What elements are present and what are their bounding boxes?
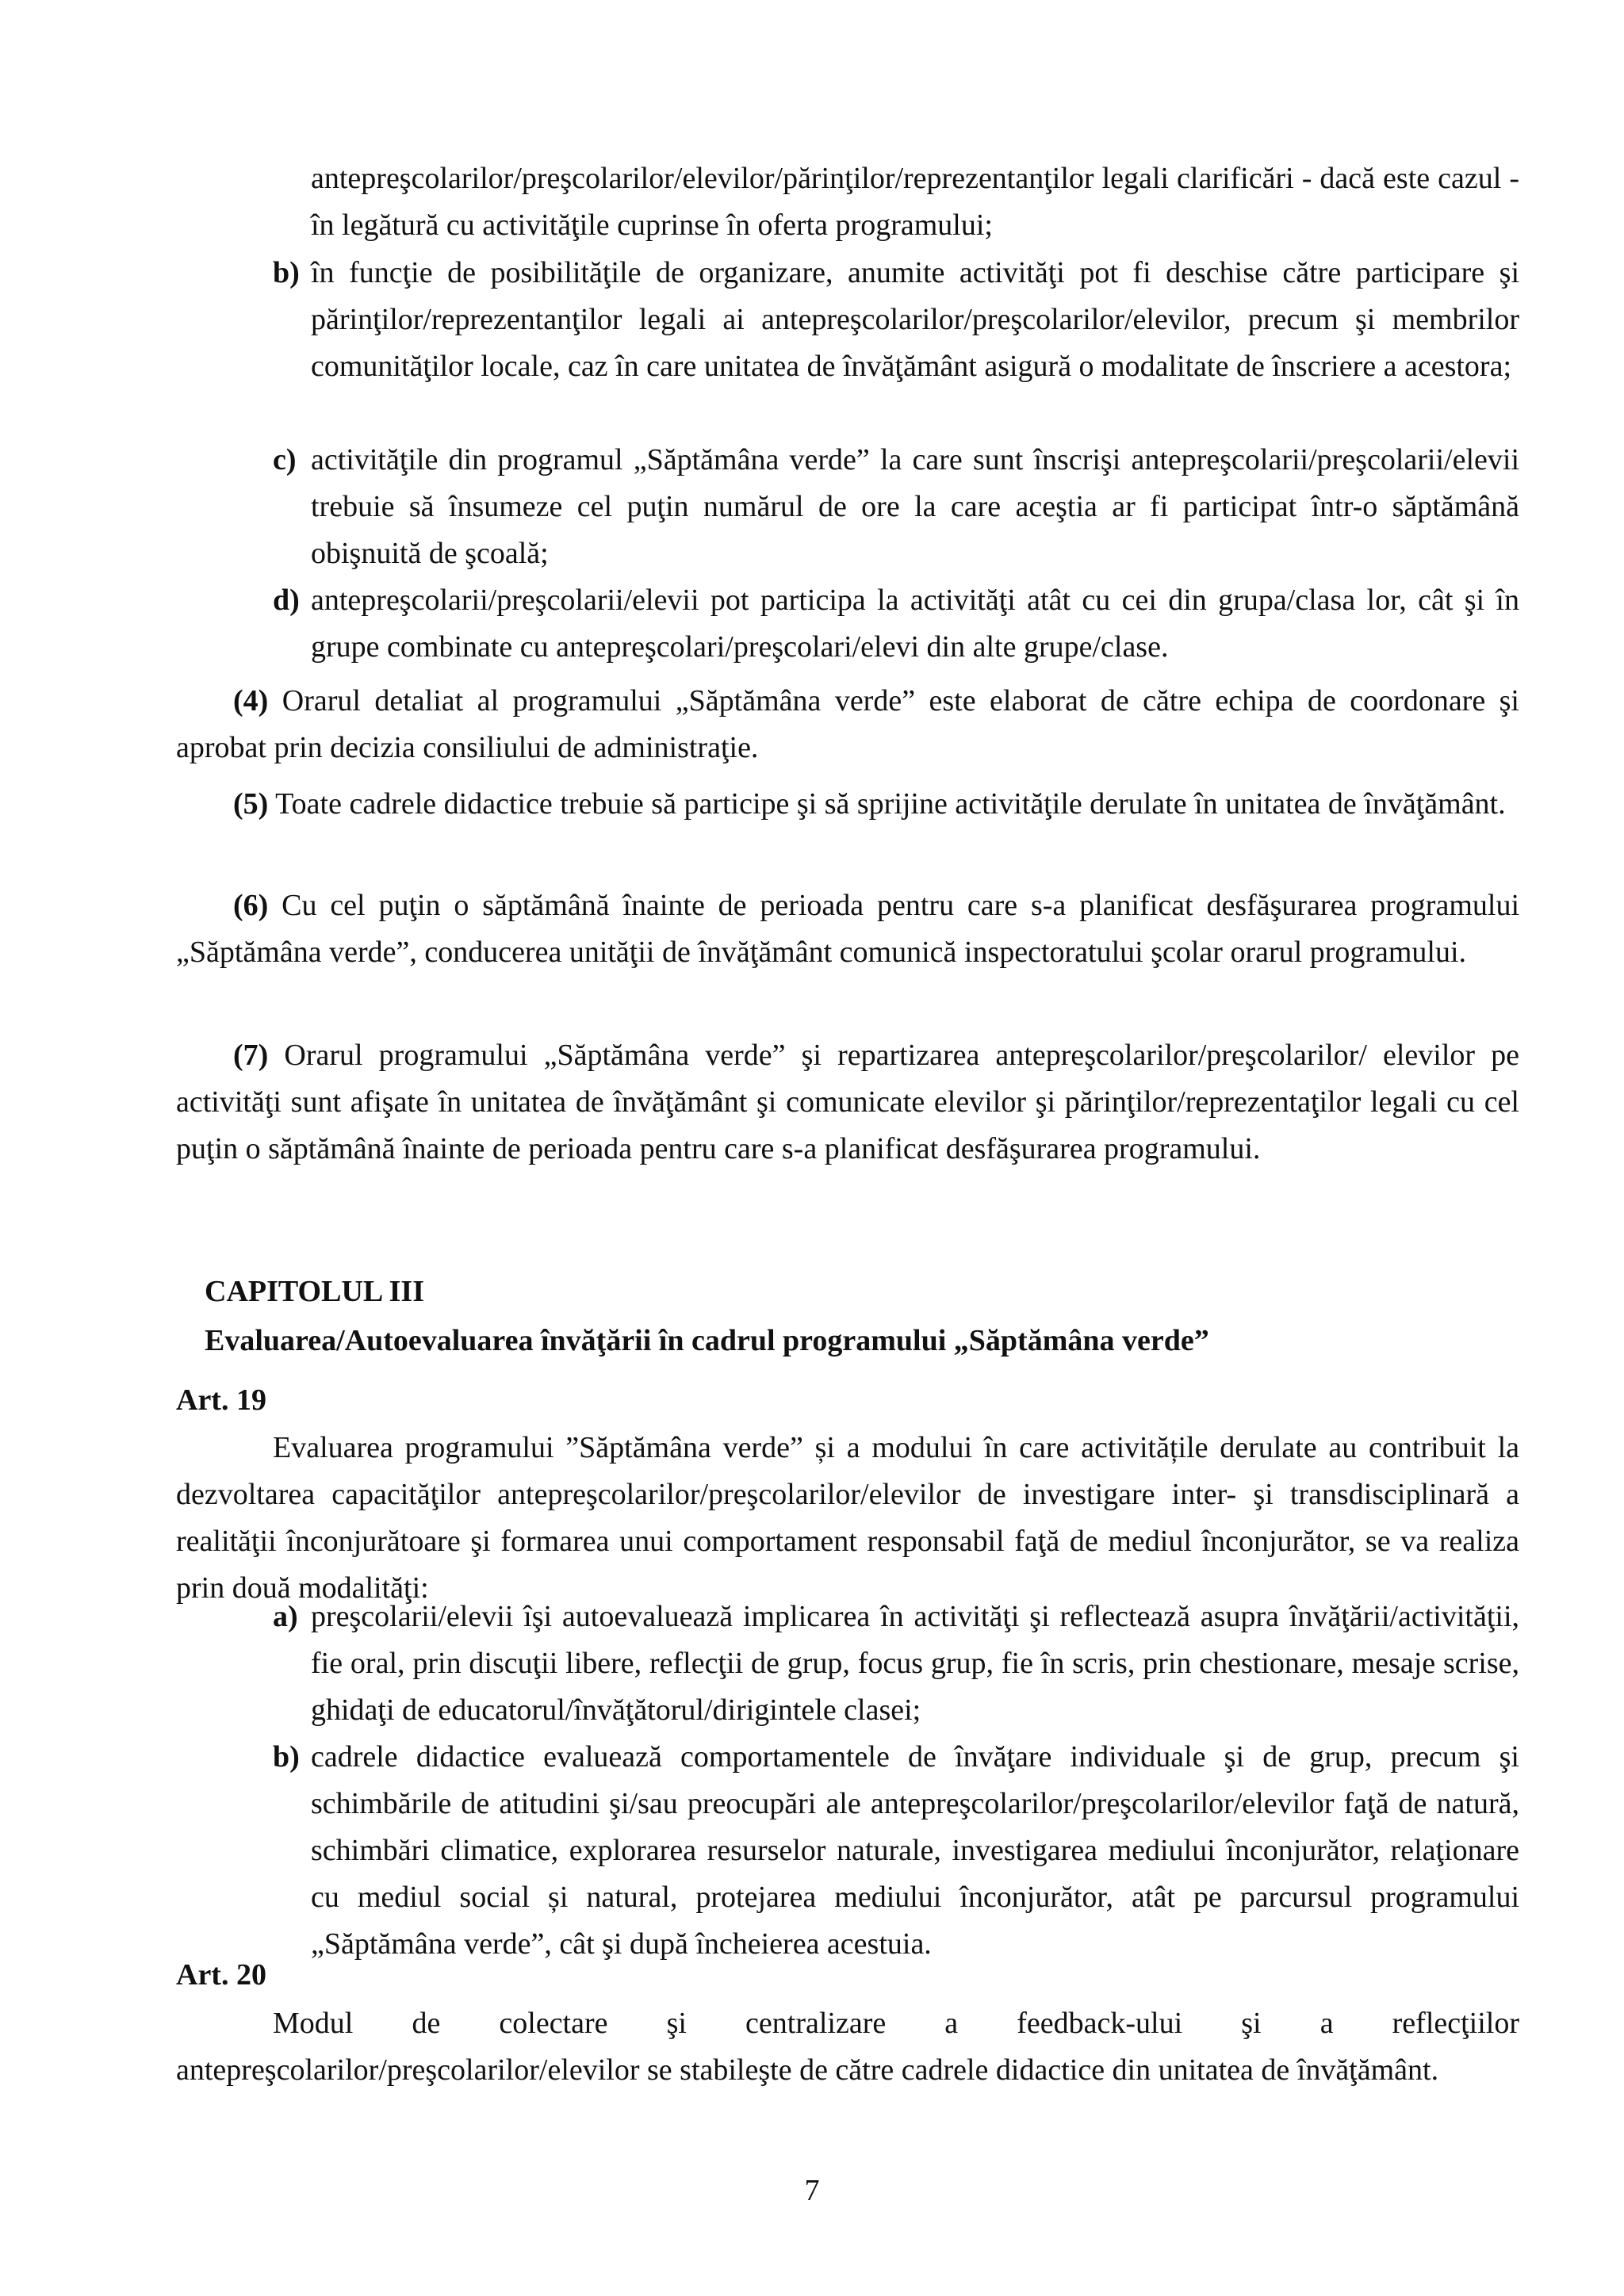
- continuation-text: antepreşcolarilor/preşcolarilor/elevilor/părinţilor/reprezentanţilor legali clarificări - dacă este cazul - în legătură cu activităţile cuprinse în oferta programului;: [311, 162, 1519, 242]
- article-19-item-a: [273, 1594, 1519, 1734]
- paragraph-4: [176, 678, 1519, 771]
- paragraph-7: [176, 1032, 1519, 1173]
- list-item-b: [273, 250, 1519, 390]
- page-number: 7: [804, 2174, 820, 2207]
- list-label-b: b): [273, 256, 300, 289]
- article-20-body: [176, 2000, 1519, 2094]
- paragraph-number: (4): [233, 684, 269, 718]
- paragraph-text: Toate cadrele didactice trebuie să participe şi să sprijine activităţile derulate în unitatea de învăţământ.: [268, 787, 1506, 821]
- list-label-c: c): [273, 443, 297, 476]
- list-text-a: preşcolarii/elevii îşi autoevaluează implicarea în activităţi şi reflectează asupra învăţării/activităţii, fie oral, prin discuţii libere, reflecţii de grup, focus grup, fie în scris, prin chestionare, mesaje scrise, ghidaţi de educatorul/învăţătorul/dirigintele clasei;: [311, 1600, 1519, 1727]
- paragraph-number: (5): [233, 787, 269, 821]
- list-text-b: în funcţie de posibilităţile de organizare, anumite activităţi pot fi deschise către participare şi părinţilor/reprezentanţilor legali ai antepreşcolarilor/preşcolarilor/elevilor, precum şi membrilor comunităţilor locale, caz în care unitatea de învăţământ asigură o modalitate de înscriere a acestora;: [311, 256, 1519, 383]
- article-20-text: Modul de colectare şi centralizare a feedback-ului şi a reflecţiilor antepreşcolarilor/preşcolarilor/elevilor se stabileşte de către cadrele didactice din unitatea de învăţământ.: [176, 2007, 1519, 2087]
- list-label-a: a): [273, 1600, 298, 1633]
- paragraph-text: Orarul detaliat al programului „Săptămâna verde” este elaborat de către echipa de coordonare şi aprobat prin decizia consiliului de administraţie.: [176, 684, 1519, 764]
- article-19-heading: Art. 19: [176, 1383, 266, 1417]
- list-item-c: [273, 437, 1519, 577]
- article-19-intro-text: Evaluarea programului ”Săptămâna verde” și a modului în care activitățile derulate au contribuit la dezvoltarea capacităţilor antepreşcolarilor/preşcolarilor/elevilor de investigare inter- şi transdisciplinară a realităţii înconjurătoare şi formarea unui comportament responsabil faţă de mediul înconjurător, se va realiza prin două modalităţi:: [176, 1431, 1519, 1605]
- paragraph-number: (6): [233, 889, 269, 922]
- paragraph-number: (7): [233, 1039, 269, 1072]
- paragraph-5: [176, 781, 1519, 828]
- article-19-item-b: [273, 1734, 1519, 1968]
- chapter-subtitle: Evaluarea/Autoevaluarea învăţării în cadrul programului „Săptămâna verde”: [205, 1324, 1209, 1357]
- article-19-intro: [176, 1425, 1519, 1612]
- list-label-d: d): [273, 584, 300, 617]
- list-label-b: b): [273, 1740, 300, 1774]
- list-item-continuation: [311, 155, 1519, 249]
- paragraph-6: [176, 882, 1519, 976]
- chapter-title: CAPITOLUL III: [205, 1275, 425, 1308]
- paragraph-text: Orarul programului „Săptămâna verde” şi repartizarea antepreşcolarilor/preşcolarilor/ elevilor pe activităţi sunt afişate în unitatea de învăţământ şi comunicate elevilor şi părinţilor/reprezentaţilor legali cu cel puţin o săptămână înainte de perioada pentru care s-a planificat desfăşurarea programului.: [176, 1039, 1519, 1165]
- list-text-c: activităţile din programul „Săptămâna verde” la care sunt înscrişi antepreşcolarii/preşcolarii/elevii trebuie să însumeze cel puţin numărul de ore la care aceştia ar fi participat într-o săptămână obişnuită de şcoală;: [311, 443, 1519, 570]
- article-20-heading: Art. 20: [176, 1958, 266, 1992]
- paragraph-text: Cu cel puţin o săptămână înainte de perioada pentru care s-a planificat desfăşurarea programului „Săptămâna verde”, conducerea unităţii de învăţământ comunică inspectoratului şcolar orarul programului.: [176, 889, 1519, 969]
- list-item-d: [273, 577, 1519, 671]
- list-text-d: antepreşcolarii/preşcolarii/elevii pot participa la activităţi atât cu cei din grupa/clasa lor, cât şi în grupe combinate cu antepreşcolari/preşcolari/elevi din alte grupe/clase.: [311, 584, 1519, 664]
- list-text-b: cadrele didactice evaluează comportamentele de învăţare individuale şi de grup, precum şi schimbările de atitudini şi/sau preocupări ale antepreşcolarilor/preşcolarilor/elevilor faţă de natură, schimbări climatice, explorarea resurselor naturale, investigarea mediului înconjurător, relaţionare cu mediul social și natural, protejarea mediului înconjurător, atât pe parcursul programului „Săptămâna verde”, cât şi după încheierea acestuia.: [311, 1740, 1519, 1961]
